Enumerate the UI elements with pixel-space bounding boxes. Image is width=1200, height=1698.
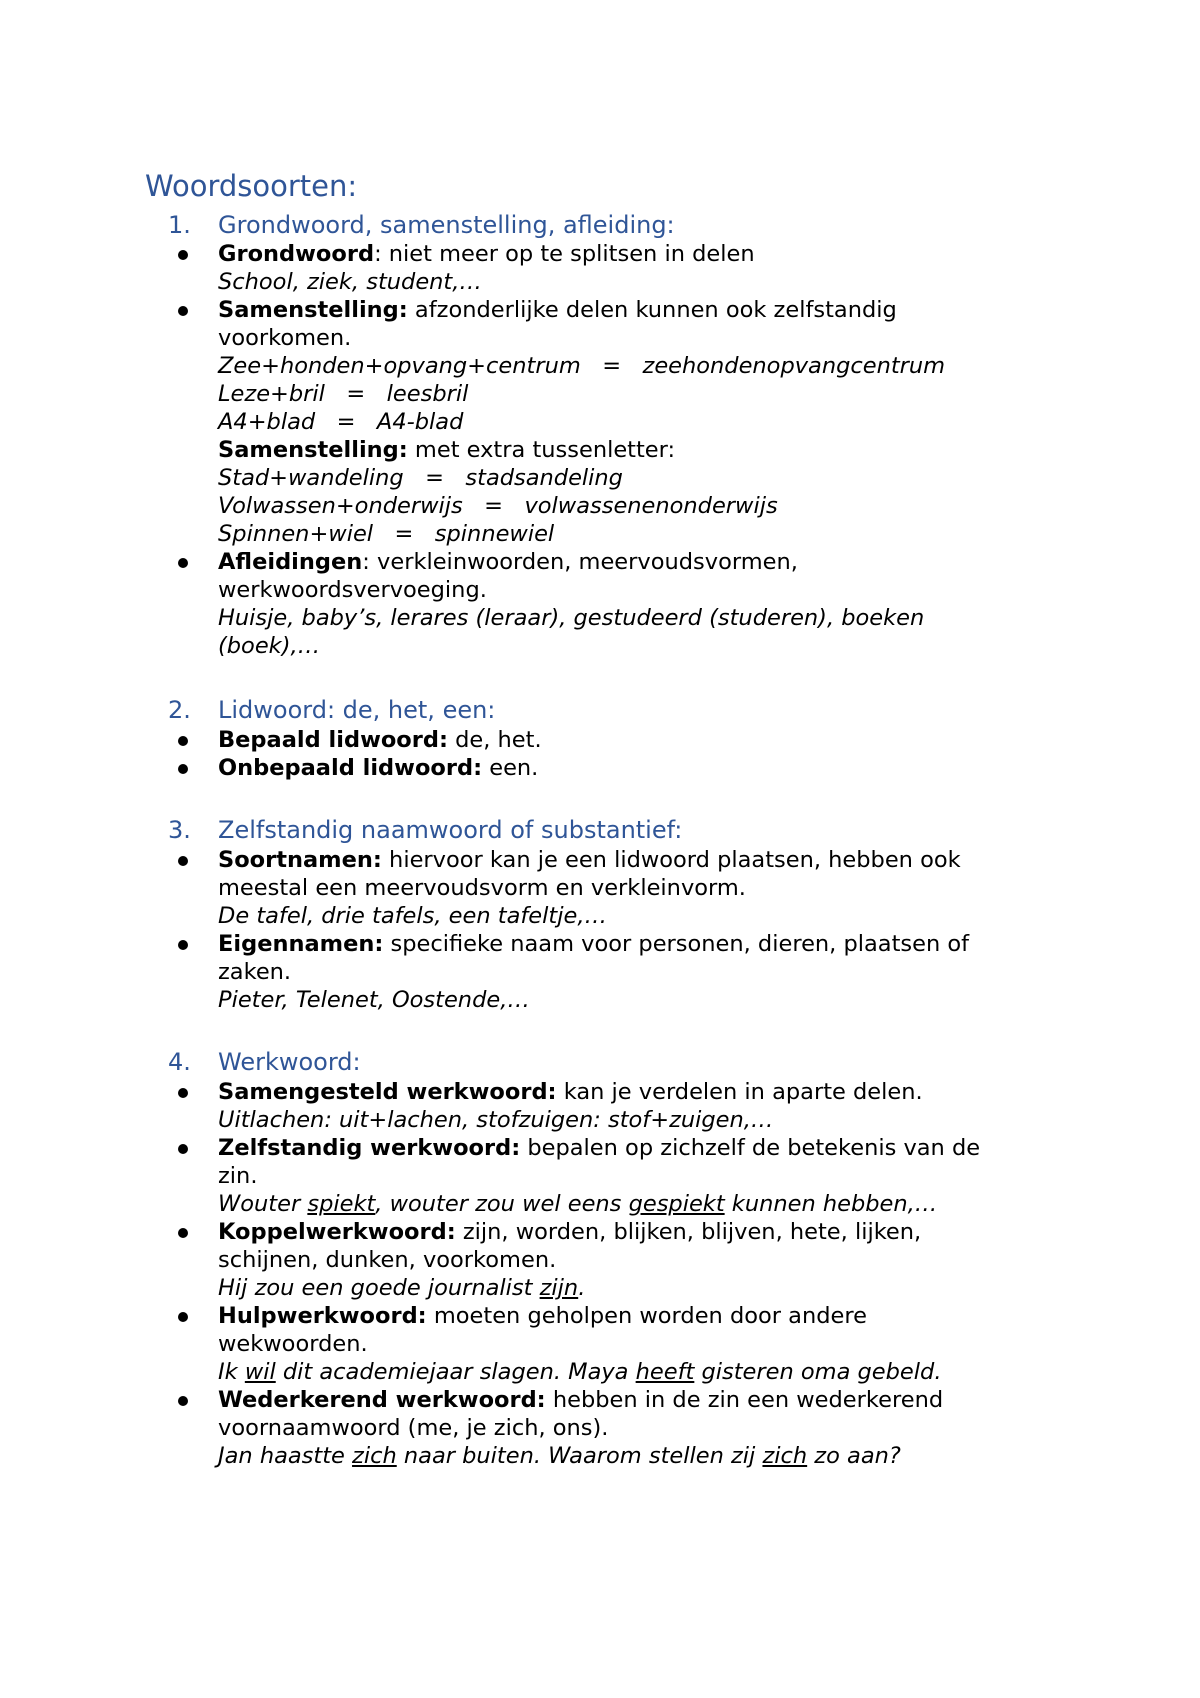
definition: moeten geholpen worden door andere: [426, 1303, 867, 1329]
example: Uitlachen: uit+lachen, stofzuigen: stof+zuigen,…: [218, 1107, 774, 1133]
list-item: [218, 846, 961, 874]
bullet-dot: [178, 558, 188, 568]
section-number: 4.: [168, 1048, 191, 1076]
example: Huisje, baby’s, lerares (leraar), gestudeerd (studeren), boeken: [218, 605, 925, 631]
example-text: Wouter: [218, 1191, 308, 1217]
definition: : verkleinwoorden, meervoudsvormen,: [362, 549, 798, 575]
list-item: [218, 1078, 923, 1106]
example: [218, 1190, 937, 1218]
example-text: Hij zou een goede journalist: [218, 1275, 540, 1301]
term: Samenstelling:: [218, 297, 408, 323]
definition-continued: werkwoordsvervoeging.: [218, 577, 487, 603]
definition: : niet meer op te splitsen in delen: [374, 241, 755, 267]
definition-continued: wekwoorden.: [218, 1331, 368, 1357]
definition: hebben in de zin een wederkerend: [545, 1387, 944, 1413]
example: Leze+bril = leesbril: [218, 381, 469, 407]
example: Volwassen+onderwijs = volwassenenonderwijs: [218, 493, 778, 519]
section-title: Werkwoord:: [218, 1048, 361, 1076]
page-title: Woordsoorten:: [145, 169, 358, 203]
term: Hulpwerkwoord:: [218, 1303, 427, 1329]
example-text: gisteren oma gebeld.: [694, 1359, 942, 1385]
bullet-dot: [178, 1396, 188, 1406]
term: Samenstelling:: [218, 437, 408, 463]
list-item: [218, 296, 897, 324]
definition: de, het.: [447, 727, 542, 753]
example: [218, 1274, 585, 1302]
example-text: zo aan?: [807, 1443, 901, 1469]
definition-continued: voorkomen.: [218, 325, 352, 351]
example: Zee+honden+opvang+centrum = zeehondenopvangcentrum: [218, 353, 946, 379]
bullet-dot: [178, 250, 188, 260]
example-text: naar buiten. Waarom stellen zij: [396, 1443, 763, 1469]
definition: met extra tussenletter:: [407, 437, 676, 463]
definition: kan je verdelen in aparte delen.: [556, 1079, 923, 1105]
bullet-dot: [178, 940, 188, 950]
section-number: 1.: [168, 211, 191, 239]
term: Onbepaald lidwoord:: [218, 755, 483, 781]
term: Zelfstandig werkwoord:: [218, 1135, 521, 1161]
list-item: [218, 754, 538, 782]
sub-item: [218, 436, 675, 464]
term: Wederkerend werkwoord:: [218, 1387, 546, 1413]
definition: hiervoor kan je een lidwoord plaatsen, hebben ook: [381, 847, 961, 873]
definition: bepalen op zichzelf de betekenis van de: [520, 1135, 981, 1161]
definition: specifieke naam voor personen, dieren, plaatsen of: [383, 931, 970, 957]
example: Pieter, Telenet, Oostende,…: [218, 987, 530, 1013]
section-title: Lidwoord: de, het, een:: [218, 696, 496, 724]
example-text: Ik: [218, 1359, 245, 1385]
definition-continued: schijnen, dunken, voorkomen.: [218, 1247, 557, 1273]
bullet-dot: [178, 1312, 188, 1322]
term: Samengesteld werkwoord:: [218, 1079, 557, 1105]
term: Afleidingen: [218, 549, 363, 575]
example: Spinnen+wiel = spinnewiel: [218, 521, 555, 547]
bullet-dot: [178, 1228, 188, 1238]
example-text: Jan haastte: [218, 1443, 353, 1469]
definition-continued: voornaamwoord (me, je zich, ons).: [218, 1415, 609, 1441]
example: De tafel, drie tafels, een tafeltje,…: [218, 903, 607, 929]
example-text: dit academiejaar slagen. Maya: [275, 1359, 636, 1385]
bullet-dot: [178, 764, 188, 774]
section-title: Zelfstandig naamwoord of substantief:: [218, 816, 683, 844]
section-number: 3.: [168, 816, 191, 844]
example: [218, 1358, 941, 1386]
example: Stad+wandeling = stadsandeling: [218, 465, 623, 491]
definition: afzonderlijke delen kunnen ook zelfstandig: [407, 297, 897, 323]
bullet-dot: [178, 1144, 188, 1154]
list-item: [218, 726, 542, 754]
example: [218, 1442, 901, 1470]
bullet-dot: [178, 306, 188, 316]
underlined-verb: wil: [244, 1359, 276, 1385]
example: A4+blad = A4-blad: [218, 409, 464, 435]
list-item: [218, 1302, 867, 1330]
term: Grondwoord: [218, 241, 375, 267]
list-item: [218, 1386, 943, 1414]
underlined-verb: heeft: [635, 1359, 695, 1385]
example: School, ziek, student,…: [218, 269, 482, 295]
underlined-verb: gespiekt: [628, 1191, 725, 1217]
section-title: Grondwoord, samenstelling, afleiding:: [218, 211, 675, 239]
term: Eigennamen:: [218, 931, 384, 957]
section-number: 2.: [168, 696, 191, 724]
example-text: kunnen hebben,…: [724, 1191, 938, 1217]
example-text: , wouter zou wel eens: [375, 1191, 629, 1217]
example-text: .: [578, 1275, 586, 1301]
bullet-dot: [178, 1088, 188, 1098]
example: (boek),…: [218, 633, 321, 659]
term: Koppelwerkwoord:: [218, 1219, 456, 1245]
bullet-dot: [178, 856, 188, 866]
list-item: [218, 1218, 921, 1246]
list-item: [218, 1134, 980, 1162]
definition: zijn, worden, blijken, blijven, hete, lijken,: [455, 1219, 922, 1245]
definition-continued: zin.: [218, 1163, 258, 1189]
term: Bepaald lidwoord:: [218, 727, 448, 753]
list-item: [218, 548, 798, 576]
definition-continued: meestal een meervoudsvorm en verkleinvorm.: [218, 875, 746, 901]
term: Soortnamen:: [218, 847, 382, 873]
list-item: [218, 930, 969, 958]
underlined-verb: zich: [762, 1443, 808, 1469]
bullet-dot: [178, 736, 188, 746]
definition: een.: [482, 755, 539, 781]
underlined-verb: zijn: [539, 1275, 579, 1301]
underlined-verb: spiekt: [307, 1191, 376, 1217]
underlined-verb: zich: [352, 1443, 397, 1469]
definition-continued: zaken.: [218, 959, 292, 985]
list-item: [218, 240, 755, 268]
